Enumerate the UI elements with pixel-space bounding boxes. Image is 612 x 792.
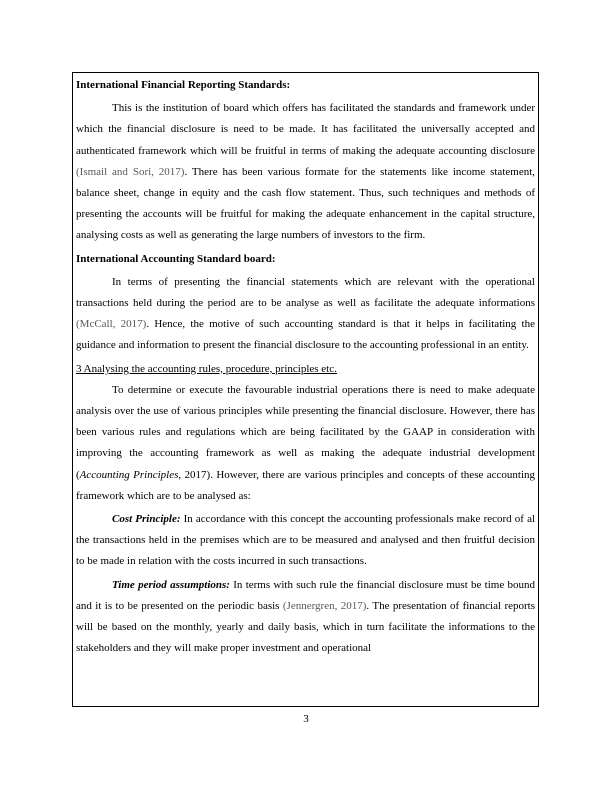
cost-principle-text: In accordance with this concept the accounting professionals make record of al the transactions held in the premises which are to be measured and analysed and then fruitful decision to be made in relation with the costs incurred in such transactions. — [76, 513, 536, 568]
ifrs-text-end: . There has been various formate for the statements like income statement, balance sheet, change in equity and the cash flow statement. Thus, such techniques and methods of presenting the accounts will be fruitful for making the adequate enhancement in the capital structure, analysing costs as well as generating the large numbers of investors to the firm. — [76, 165, 536, 242]
time-period-text-start: In terms with such rule the financial disclosure must be time bound and it is to be presented on the periodic basis — [76, 578, 535, 612]
iasb-text-start: In terms of presenting the financial statements which are relevant with the operational transactions held during the period are to be analyse as well as facilitate the adequate informations — [76, 275, 535, 310]
analysis-paragraph — [76, 380, 535, 507]
cost-principle-paragraph — [76, 509, 535, 573]
page-number: 3 — [303, 713, 309, 725]
ifrs-text-start: This is the institution of board which offers has facilitated the standards and framework under which the financial disclosure is need to be made. It has facilitated the universally accepted and authenticated framework which will be fruitful in terms of making the adequate accounting disclosure — [76, 102, 535, 157]
time-period-term: Time period assumptions: — [112, 578, 230, 591]
analysis-text-end: . However, there are various principles and concepts of these accounting framework which are to be analysed as: — [76, 468, 536, 502]
iasb-text-end: . Hence, the motive of such accounting standard is that it helps in facilitating the guidance and information to present the financial disclosure to the accounting professional in an entity. — [76, 318, 535, 352]
text-frame — [72, 72, 539, 707]
citation-jennergren: (Jennergren, 2017) — [282, 599, 367, 612]
iasb-paragraph — [76, 272, 535, 357]
citation-accounting-principles: Accounting Principles — [79, 468, 179, 481]
analysis-text-start: To determine or execute the favourable industrial operations there is need to make adequate analysis over the use of various principles while presenting the financial disclosure. However, there has been various rules and regulations which are being facilitated by the GAAP in consideration with improving the accounting framework as well as making the adequate industrial development — [76, 383, 535, 460]
ifrs-paragraph — [76, 98, 535, 246]
citation-open: ( — [76, 468, 80, 481]
cost-principle-term: Cost Principle: — [112, 513, 181, 526]
section-heading-ifrs: International Financial Reporting Standards: — [76, 79, 291, 91]
citation-close: , 2017) — [178, 468, 211, 481]
section-heading-iasb: International Accounting Standard board: — [76, 252, 276, 265]
time-period-paragraph — [76, 575, 535, 660]
citation-ismail-sori: (Ismail and Sori, 2017) — [76, 165, 185, 178]
time-period-text-end: . The presentation of financial reports will be based on the monthly, yearly and daily basis, which in turn facilitate the informations to the stakeholders and they will make proper investment and operational — [76, 599, 535, 655]
subheading-analysing: 3 Analysing the accounting rules, procedure, principles etc. — [76, 362, 337, 375]
citation-mccall: (McCall, 2017) — [76, 318, 147, 331]
